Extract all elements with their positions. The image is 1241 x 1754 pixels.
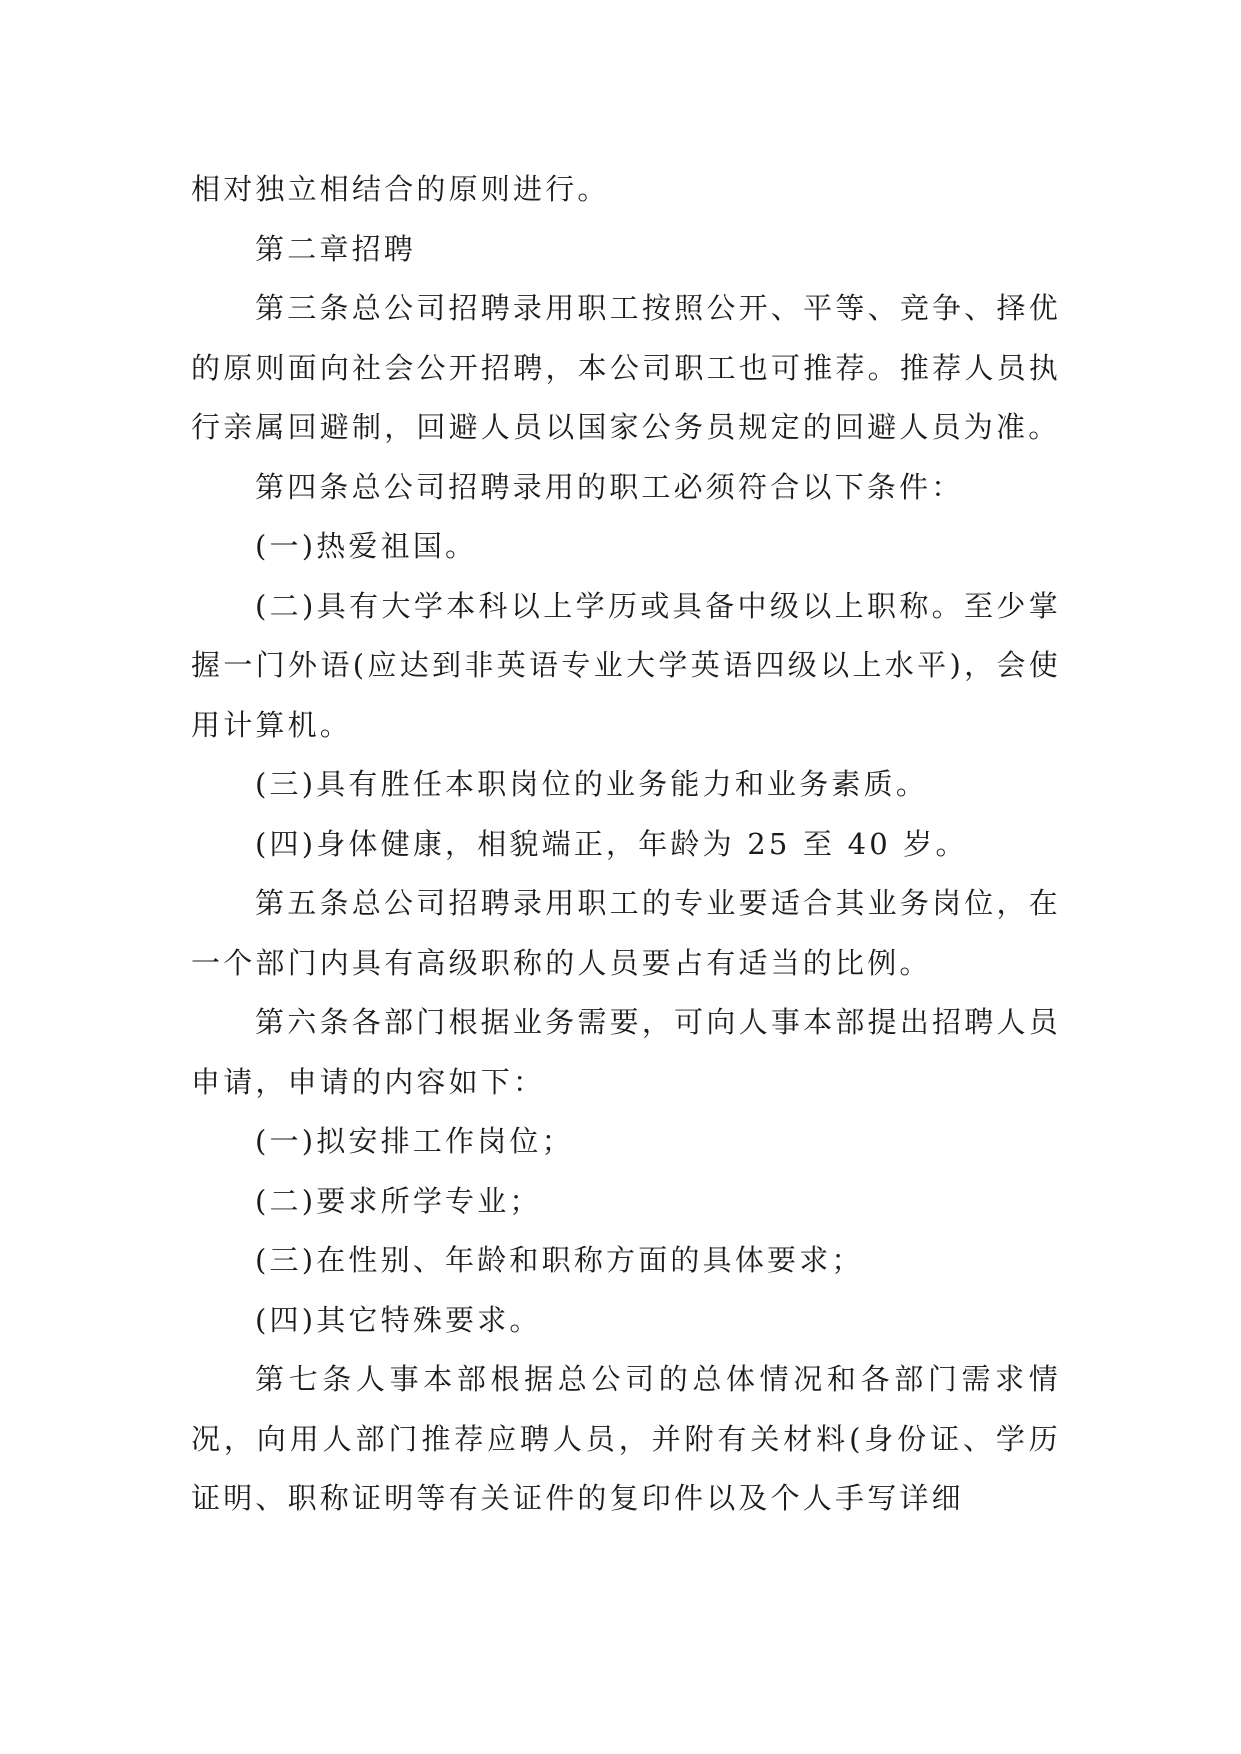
article-6-item-3: (三)在性别、年龄和职称方面的具体要求； bbox=[255, 1243, 864, 1277]
document-body bbox=[191, 160, 1061, 1529]
article-4-item-3: (三)具有胜任本职岗位的业务能力和业务素质。 bbox=[255, 767, 929, 801]
article-6-item-1: (一)拟安排工作岗位； bbox=[255, 1124, 574, 1158]
article-7: 第七条人事本部根据总公司的总体情况和各部门需求情况，向用人部门推荐应聘人员，并附有关材料(身份证、学历证明、职称证明等有关证件的复印件以及个人手写详细 bbox=[191, 1362, 1061, 1515]
article-4-item-4: (四)身体健康，相貌端正，年龄为 25 至 40 岁。 bbox=[255, 826, 968, 861]
article-4-item-1: (一)热爱祖国。 bbox=[255, 529, 478, 563]
article-4: 第四条总公司招聘录用的职工必须符合以下条件： bbox=[255, 469, 964, 504]
article-6-item-2: (二)要求所学专业； bbox=[255, 1183, 542, 1218]
article-5: 第五条总公司招聘录用职工的专业要适合其业务岗位，在一个部门内具有高级职称的人员要占有适当的比例。 bbox=[191, 886, 1061, 980]
chapter-heading: 第二章招聘 bbox=[255, 231, 417, 266]
article-6-item-4: (四)其它特殊要求。 bbox=[255, 1302, 542, 1337]
article-3: 第三条总公司招聘录用职工按照公开、平等、竞争、择优的原则面向社会公开招聘，本公司职工也可推荐。推荐人员执行亲属回避制，回避人员以国家公务员规定的回避人员为准。 bbox=[191, 291, 1061, 444]
article-6: 第六条各部门根据业务需要，可向人事本部提出招聘人员申请，申请的内容如下： bbox=[191, 1005, 1061, 1099]
article-4-item-2: (二)具有大学本科以上学历或具备中级以上职称。至少掌握一门外语(应达到非英语专业大学英语四级以上水平)，会使用计算机。 bbox=[191, 588, 1061, 742]
paragraph-continuation: 相对独立相结合的原则进行。 bbox=[191, 172, 610, 206]
